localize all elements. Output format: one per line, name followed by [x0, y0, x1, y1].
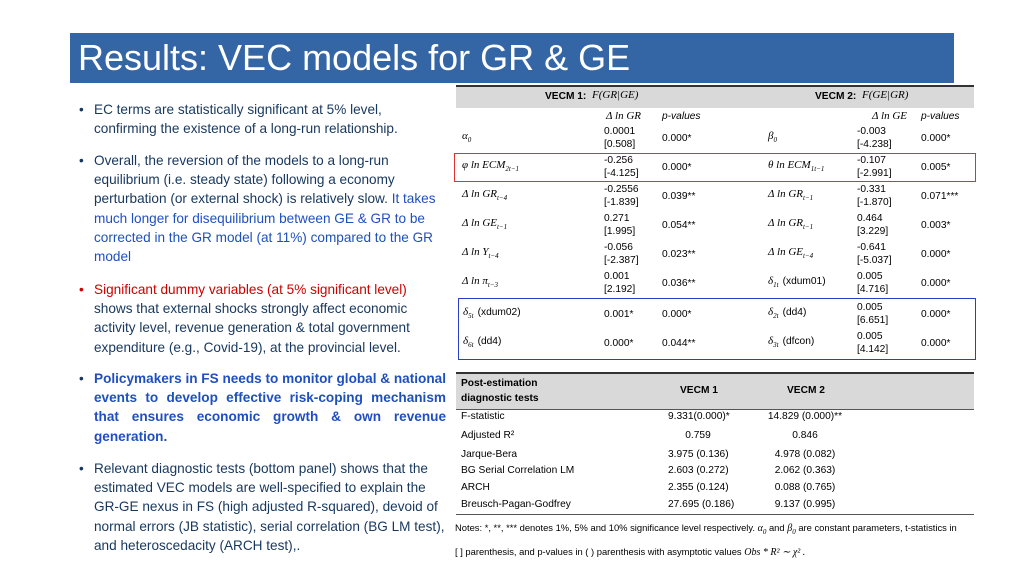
diag-value-1: 9.331(0.000)* [668, 411, 730, 422]
col-p2: p-values [921, 111, 960, 122]
bullet-text: Relevant diagnostic tests (bottom panel) shows that the estimated VEC models are well-specified to explain the GR-GE nexus in FS (high adjusted R-squared), devoid of normal errors (JB statistic), serial correlation (BG LM test), and heteroscedacity (ARCH test),. [94, 461, 445, 553]
col-dep2: Δ ln GE [872, 110, 907, 122]
obs-formula: Obs * R² ∼ χ² . [744, 547, 806, 558]
beta-symbol: $\beta_0$ [787, 523, 796, 536]
notes-line-2 [455, 546, 805, 558]
var-symbol: δ [768, 275, 774, 287]
diag-name: Breusch-Pagan-Godfrey [461, 499, 571, 510]
tstat-2: [4.716] [857, 284, 889, 295]
bullet-icon: • [79, 371, 84, 386]
pvalue-2: 0.000* [921, 249, 951, 260]
tstat-2: [-2.991] [857, 168, 892, 179]
var-symbol: δ [463, 306, 469, 318]
var-symbol: Δ ln Y [462, 246, 489, 258]
coef-1: -0.056 [604, 242, 633, 253]
diag-header-2: diagnostic tests [461, 393, 539, 404]
var-subscript: t−1 [802, 194, 814, 203]
row-var-2 [768, 188, 813, 202]
diag-header-1: Post-estimation [461, 378, 538, 389]
pvalue-1: 0.000* [662, 162, 692, 173]
var-subscript: 1t [773, 281, 779, 290]
vecm2-label: VECM 2: [815, 91, 857, 102]
pvalue-1: 0.036** [662, 278, 696, 289]
diag-value-1: 2.603 (0.272) [668, 465, 729, 476]
diag-value-2: 0.088 (0.765) [774, 482, 836, 493]
title-bar [70, 33, 954, 83]
bullet-icon: • [79, 461, 84, 476]
coef-2: -0.331 [857, 184, 886, 195]
diag-value-1: 3.975 (0.136) [668, 449, 729, 460]
pvalue-1: 0.000* [662, 309, 692, 320]
bullet-text-red: Significant dummy variables (at 5% significant level) [94, 282, 407, 297]
notes-text-b: are constant parameters, t-statistics in [798, 522, 957, 533]
pvalue-1: 0.044** [662, 338, 696, 349]
pvalue-1: 0.000* [662, 133, 692, 144]
diag-value-2: 9.137 (0.995) [774, 499, 836, 510]
pvalue-1: 0.023** [662, 249, 696, 260]
coef-1: 0.001* [604, 309, 634, 320]
var-subscript: 5t [468, 312, 474, 321]
var-symbol: β [768, 130, 774, 142]
bullet-ec-terms [76, 100, 446, 138]
bullet-icon: • [79, 282, 84, 297]
tstat-2: [4.142] [857, 344, 889, 355]
var-symbol: Δ ln GE [768, 246, 803, 258]
coef-1: 0.271 [604, 213, 630, 224]
coef-2: 0.005 [857, 331, 883, 342]
ecm-highlight-box [454, 153, 976, 182]
tstat-1: [1.995] [604, 226, 636, 237]
diag-value-1: 0.759 [685, 430, 711, 441]
var-symbol: Δ ln π [462, 275, 488, 287]
coef-2: -0.003 [857, 126, 886, 137]
coef-2: -0.641 [857, 242, 886, 253]
tstat-2: [3.229] [857, 226, 889, 237]
alpha-symbol: $\alpha_0$ [757, 523, 767, 536]
pvalue-1: 0.039** [662, 191, 696, 202]
var-label: (dfcon) [782, 336, 815, 347]
pvalue-2: 0.000* [921, 309, 951, 320]
var-symbol: δ [463, 335, 469, 347]
diag-name: BG Serial Correlation LM [461, 465, 575, 476]
diag-name: F-statistic [461, 411, 505, 422]
coef-1: -0.2556 [604, 184, 639, 195]
var-subscript: 3t [773, 341, 779, 350]
tstat-2: [-1.870] [857, 197, 892, 208]
diag-col-vecm2: VECM 2 [787, 385, 825, 396]
diag-value-2: 14.829 (0.000)** [767, 411, 843, 422]
var-symbol: δ [768, 335, 774, 347]
coef-2: 0.005 [857, 271, 883, 282]
vecm2-formula: F(GE|GR) [862, 89, 909, 101]
row-var-1 [462, 217, 507, 231]
var-label: (dd4) [477, 336, 502, 347]
diag-value-1: 2.355 (0.124) [668, 482, 729, 493]
var-subscript: 1t−1 [810, 165, 825, 174]
bullet-diagnostics [76, 459, 446, 555]
var-symbol: θ ln ECM [768, 159, 811, 171]
pvalue-1: 0.054** [662, 220, 696, 231]
bullet-text: Policymakers in FS needs to monitor global & national events to develop effective risk-coping mechanism that ensures economic growth & own revenue generation. [94, 371, 446, 444]
var-symbol: α [462, 130, 468, 142]
coef-2: 0.005 [857, 302, 883, 313]
diag-col-vecm1: VECM 1 [680, 385, 718, 396]
var-subscript: 2t−1 [505, 165, 520, 174]
var-subscript: t−3 [487, 281, 498, 290]
coef-1: 0.0001 [604, 126, 636, 137]
bullet-policymakers [76, 369, 446, 446]
pvalue-2: 0.000* [921, 133, 951, 144]
pvalue-2: 0.071*** [921, 191, 959, 202]
coef-1: -0.256 [604, 155, 633, 166]
coef-1: 0.001 [604, 271, 630, 282]
diag-value-2: 2.062 (0.363) [774, 465, 836, 476]
var-subscript: t−1 [496, 223, 508, 232]
bullet-reversion [76, 151, 446, 266]
var-subscript: t−1 [802, 223, 814, 232]
var-subscript: t−4 [802, 252, 814, 261]
coef-2: -0.107 [857, 155, 886, 166]
bullet-text: shows that external shocks strongly affect economic activity level, revenue generation & total government expenditure (e.g., Covid-19), at the provincial level. [94, 301, 410, 355]
row-var-2 [768, 246, 813, 260]
col-dep1: Δ ln GR [606, 110, 641, 122]
var-symbol: Δ ln GR [768, 217, 803, 229]
tstat-1: [0.508] [604, 139, 636, 150]
pvalue-2: 0.000* [921, 278, 951, 289]
coef-2: 0.464 [857, 213, 883, 224]
tstat-2: [6.651] [857, 315, 889, 326]
var-label: (xdum01) [782, 276, 826, 287]
notes-and: and [768, 522, 785, 533]
var-subscript: 2t [773, 312, 779, 321]
page-title: Results: VEC models for GR & GE [78, 37, 631, 78]
row-var-2 [768, 275, 826, 289]
tstat-1: [-2.387] [604, 255, 639, 266]
bullet-dummy [76, 280, 446, 357]
var-subscript: 0 [773, 136, 777, 145]
var-subscript: t−4 [496, 194, 508, 203]
row-var-1 [462, 188, 507, 202]
var-subscript: 6t [468, 341, 474, 350]
diag-value-2: 4.978 (0.082) [774, 449, 836, 460]
row-var-1 [462, 275, 498, 289]
tstat-1: [-1.839] [604, 197, 639, 208]
bullet-text-highlight: It takes much longer for disequilibrium between GE & GR to be corrected in the GR model (at 11%) compared to the GR model [94, 191, 436, 265]
var-symbol: Δ ln GR [462, 188, 497, 200]
diag-name: Adjusted R² [461, 430, 515, 441]
tstat-2: [-5.037] [857, 255, 892, 266]
var-subscript: t−4 [488, 252, 499, 261]
bullet-icon: • [79, 153, 84, 168]
col-p1: p-values [662, 111, 701, 122]
bullet-icon: • [79, 102, 84, 117]
row-var-1 [462, 130, 471, 144]
row-var-1 [462, 246, 499, 260]
bullet-text: Overall, the reversion of the models to a long-run equilibrium (i.e. steady state) following a economy perturbation (or external shock) is relatively slow. [94, 153, 395, 207]
bullet-text: EC terms are statistically significant at 5% level, confirming the existence of a long-run relationship. [94, 102, 398, 137]
var-subscript: 0 [467, 136, 472, 145]
pvalue-2: 0.003* [921, 220, 951, 231]
var-symbol: Δ ln GR [768, 188, 803, 200]
tstat-1: [2.192] [604, 284, 636, 295]
tstat-1: [-4.125] [604, 168, 639, 179]
coef-1: 0.000* [604, 338, 634, 349]
row-var-2 [768, 217, 813, 231]
dummy-highlight-box [458, 298, 976, 360]
vecm1-formula: F(GR|GE) [592, 89, 639, 101]
diag-name: ARCH [461, 482, 490, 493]
var-label: (xdum02) [477, 307, 521, 318]
diag-value-2: 0.846 [792, 430, 818, 441]
var-symbol: φ ln ECM [462, 159, 506, 171]
notes-text-c: [ ] parenthesis, and p-values in ( ) parenthesis with asymptotic values [455, 546, 742, 557]
pvalue-2: 0.000* [921, 338, 951, 349]
diag-value-1: 27.695 (0.186) [668, 499, 735, 510]
vecm1-label: VECM 1: [545, 91, 587, 102]
diag-name: Jarque-Bera [461, 449, 518, 460]
var-label: (dd4) [782, 307, 807, 318]
var-symbol: δ [768, 306, 774, 318]
var-symbol: Δ ln GE [462, 217, 497, 229]
tstat-2: [-4.238] [857, 139, 892, 150]
pvalue-2: 0.005* [921, 162, 951, 173]
notes-line-1 [455, 522, 957, 536]
notes-text-a: Notes: *, **, *** denotes 1%, 5% and 10% significance level respectively. [455, 522, 755, 533]
row-var-2 [768, 130, 777, 144]
